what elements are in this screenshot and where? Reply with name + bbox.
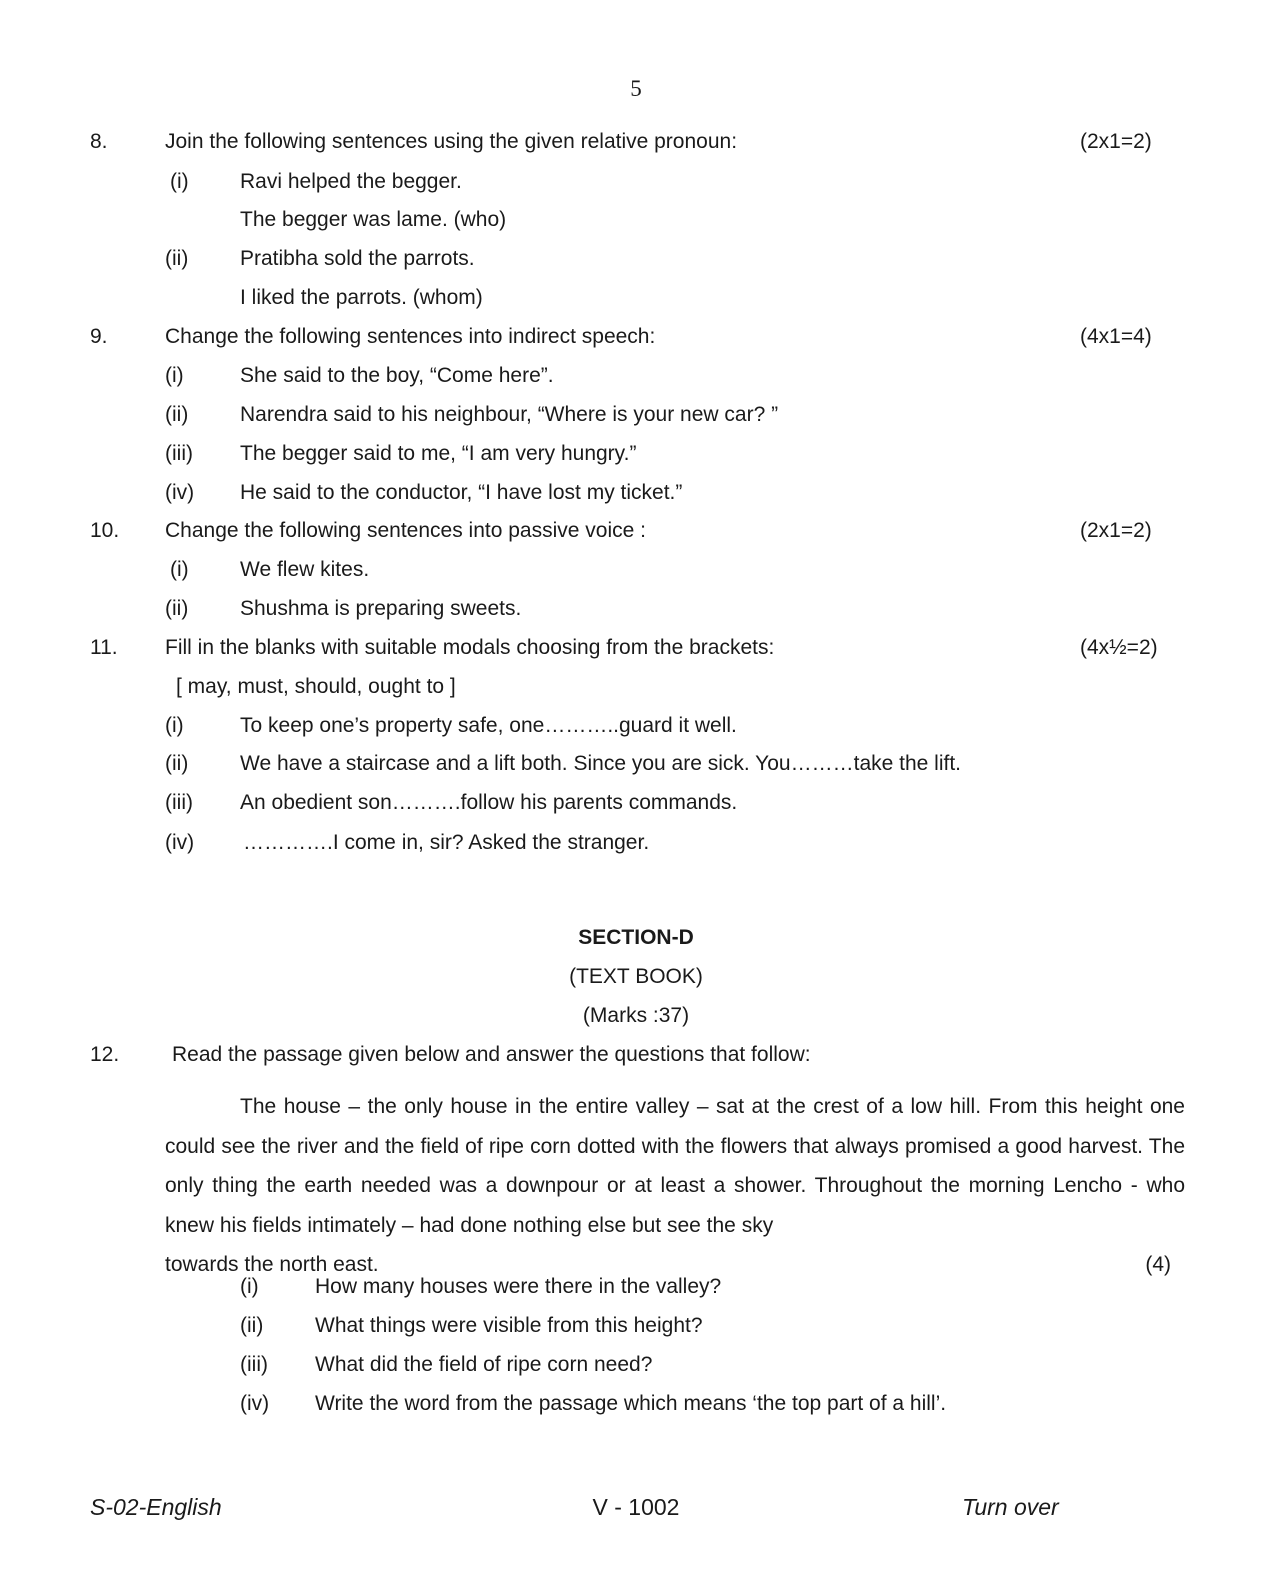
page-number: 5: [630, 76, 642, 101]
q11-item-i-label: (i): [165, 714, 184, 737]
q11-item-i-text: To keep one’s property safe, one………..guard it well.: [240, 714, 737, 737]
q11-item-iv-text: ………….I come in, sir? Asked the stranger.: [243, 831, 650, 854]
q8-item-i-line1: Ravi helped the begger.: [240, 170, 462, 193]
section-marks: (Marks :37): [582, 1004, 690, 1027]
q8-item-ii-line1: Pratibha sold the parrots.: [240, 247, 475, 270]
q9-item-ii-text: Narendra said to his neighbour, “Where is your new car? ”: [240, 403, 779, 426]
footer-subject-code: S-02-English: [90, 1494, 222, 1520]
question-11-marks: (4x½=2): [1080, 636, 1158, 659]
section-subtitle: (TEXT BOOK): [569, 965, 703, 988]
q10-item-i-label: (i): [170, 558, 189, 581]
q9-item-i-text: She said to the boy, “Come here”.: [240, 364, 554, 387]
q12-item-iv-text: Write the word from the passage which means ‘the top part of a hill’.: [315, 1392, 947, 1415]
question-8-marks: (2x1=2): [1080, 130, 1152, 153]
question-8-text: Join the following sentences using the given relative pronoun:: [165, 130, 738, 153]
q9-item-iii-text: The begger said to me, “I am very hungry.”: [240, 442, 637, 465]
question-12-text: Read the passage given below and answer the questions that follow:: [172, 1043, 811, 1066]
q11-modal-options: [ may, must, should, ought to ]: [176, 675, 456, 698]
q9-item-ii-label: (ii): [165, 403, 189, 426]
passage-main-text: The house – the only house in the entire valley – sat at the crest of a low hill. From this height one could see the river and the field of ripe corn dotted with the flowers that always promised a good harvest. The only thing the earth needed was a downpour or at least a shower. Throughout the morning Lencho - who knew his fields intimately – had done nothing else but see the sky: [165, 1095, 1185, 1237]
question-9-number: 9.: [90, 325, 108, 348]
question-10-text: Change the following sentences into passive voice :: [165, 519, 646, 542]
q12-item-iii-text: What did the field of ripe corn need?: [315, 1353, 653, 1376]
question-8-number: 8.: [90, 130, 108, 153]
passage-last-text: towards the north east.: [165, 1253, 379, 1276]
q12-item-ii-label: (ii): [240, 1314, 264, 1337]
passage-marks: (4): [1145, 1253, 1171, 1276]
q10-item-ii-label: (ii): [165, 597, 189, 620]
q12-item-ii-text: What things were visible from this height?: [315, 1314, 703, 1337]
q12-item-iii-label: (iii): [240, 1353, 268, 1376]
q11-item-iii-label: (iii): [165, 791, 193, 814]
question-11-text: Fill in the blanks with suitable modals choosing from the brackets:: [165, 636, 775, 659]
q9-item-iv-text: He said to the conductor, “I have lost my ticket.”: [240, 481, 683, 504]
q8-item-i-label: (i): [170, 170, 189, 193]
q11-item-iv-label: (iv): [165, 831, 195, 854]
question-11-number: 11.: [90, 636, 118, 659]
q8-item-ii-label: (ii): [165, 247, 189, 270]
q11-item-iii-text: An obedient son……….follow his parents commands.: [240, 791, 738, 814]
question-9-marks: (4x1=4): [1080, 325, 1152, 348]
question-10-number: 10.: [90, 519, 120, 542]
footer-paper-code: V - 1002: [592, 1494, 680, 1520]
q9-item-i-label: (i): [165, 364, 184, 387]
q9-item-iv-label: (iv): [165, 481, 195, 504]
question-12-number: 12.: [90, 1043, 120, 1066]
q11-item-ii-text: We have a staircase and a lift both. Since you are sick. You………take the lift.: [240, 752, 961, 775]
q12-item-i-text: How many houses were there in the valley?: [315, 1275, 722, 1298]
question-9-text: Change the following sentences into indirect speech:: [165, 325, 656, 348]
reading-passage: [165, 1087, 1185, 1285]
section-title: SECTION-D: [578, 926, 694, 949]
q10-item-ii-text: Shushma is preparing sweets.: [240, 597, 522, 620]
question-10-marks: (2x1=2): [1080, 519, 1152, 542]
footer-turn-over: Turn over: [962, 1494, 1059, 1520]
q8-item-i-line2: The begger was lame. (who): [240, 208, 507, 231]
q9-item-iii-label: (iii): [165, 442, 193, 465]
q11-item-ii-label: (ii): [165, 752, 189, 775]
q10-item-i-text: We flew kites.: [240, 558, 370, 581]
q12-item-i-label: (i): [240, 1275, 259, 1298]
q8-item-ii-line2: I liked the parrots. (whom): [240, 286, 483, 309]
q12-item-iv-label: (iv): [240, 1392, 270, 1415]
